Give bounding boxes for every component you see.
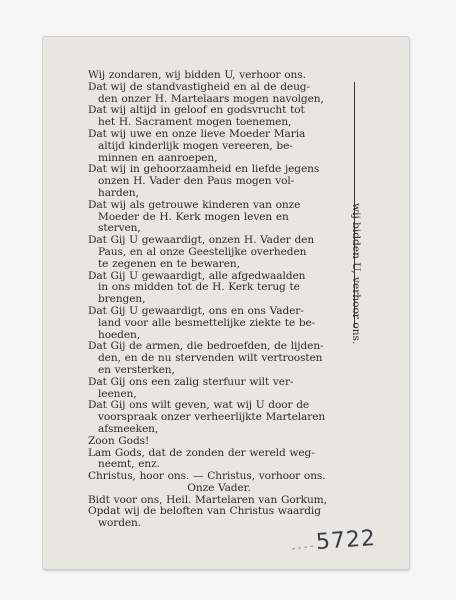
- prayer-line: Zoon Gods!: [88, 434, 150, 447]
- prayer-line: altijd kinderlijk mogen vereeren, be-: [98, 139, 293, 152]
- prayer-line: Dat wij in gehoorzaamheid en liefde jegens: [88, 163, 320, 176]
- prayer-line: Bidt voor ons, Heil. Martelaren van Gorkum,: [88, 493, 327, 506]
- prayer-line: brengen,: [98, 293, 146, 306]
- prayer-line: in ons midden tot de H. Kerk terug te: [98, 281, 300, 294]
- prayer-line: worden.: [98, 517, 142, 530]
- prayer-line: leenen,: [98, 387, 137, 400]
- prayer-line: Opdat wij de beloften van Christus waardig: [88, 505, 321, 518]
- prayer-line: Paus, en al onze Geestelijke overheden: [98, 245, 307, 258]
- prayer-line: den, en de nu stervenden wilt vertroosten: [98, 352, 323, 365]
- prayer-line: Dat Gij U gewaardigt, onzen H. Vader den: [88, 234, 315, 247]
- prayer-line: hoeden,: [98, 328, 141, 341]
- prayer-line: onzen H. Vader den Paus mogen vol-: [98, 175, 295, 188]
- prayer-line: minnen en aanroepen,: [98, 151, 218, 164]
- prayer-line: neemt, enz.: [98, 458, 160, 471]
- prayer-line: Lam Gods, dat de zonden der wereld weg-: [88, 446, 315, 459]
- prayer-line: en versterken,: [98, 363, 175, 376]
- prayer-line: Dat Gij ons wilt geven, wat wij U door de: [88, 399, 310, 412]
- prayer-line: Wij zondaren, wij bidden U, verhoor ons.: [88, 69, 306, 81]
- prayer-line: Dat Gij U gewaardigt, ons en ons Vader-: [88, 304, 304, 317]
- pencil-dash-mark: - - - -: [291, 541, 315, 555]
- prayer-line: harden,: [98, 186, 139, 199]
- prayer-line: Dat Gij de armen, die bedroefden, de lijden-: [88, 340, 324, 353]
- prayer-text: [88, 70, 350, 530]
- prayer-line: Dat wij uwe en onze lieve Moeder Maria: [88, 127, 306, 140]
- prayer-line: Christus, hoor ons. — Christus, vorhoor ons.: [88, 470, 326, 483]
- prayer-line: Onze Vader.: [187, 481, 251, 494]
- prayer-line: Dat wij altijd in geloof en godsvrucht tot: [88, 104, 305, 117]
- prayer-line: Dat Gij U gewaardigt, alle afgedwaalden: [88, 269, 306, 282]
- prayer-line: het H. Sacrament mogen toenemen,: [98, 116, 292, 129]
- handwritten-catalog-number: 5722: [315, 525, 377, 556]
- prayer-line: den onzer H. Martelaars mogen navolgen,: [98, 92, 324, 105]
- prayer-line: Dat wij de standvastigheid en al de deug-: [88, 80, 310, 93]
- prayer-line: te zegenen en te bewaren,: [98, 257, 240, 270]
- prayer-line: Moeder de H. Kerk mogen leven en: [98, 210, 289, 223]
- refrain-vertical-text: wij bidden U, verhoor ons.: [350, 203, 362, 345]
- prayer-line: afsmeeken,: [98, 422, 159, 435]
- prayer-line: Dat Gij ons een zalig sterfuur wilt ver-: [88, 375, 294, 388]
- prayer-line: Dat wij als getrouwe kinderen van onze: [88, 198, 301, 211]
- prayer-line: land voor alle besmettelijke ziekte te be-: [98, 316, 316, 329]
- prayer-line: sterven,: [98, 222, 141, 235]
- prayer-line: voorspraak onzer verheerlijkte Martelaren: [98, 411, 326, 424]
